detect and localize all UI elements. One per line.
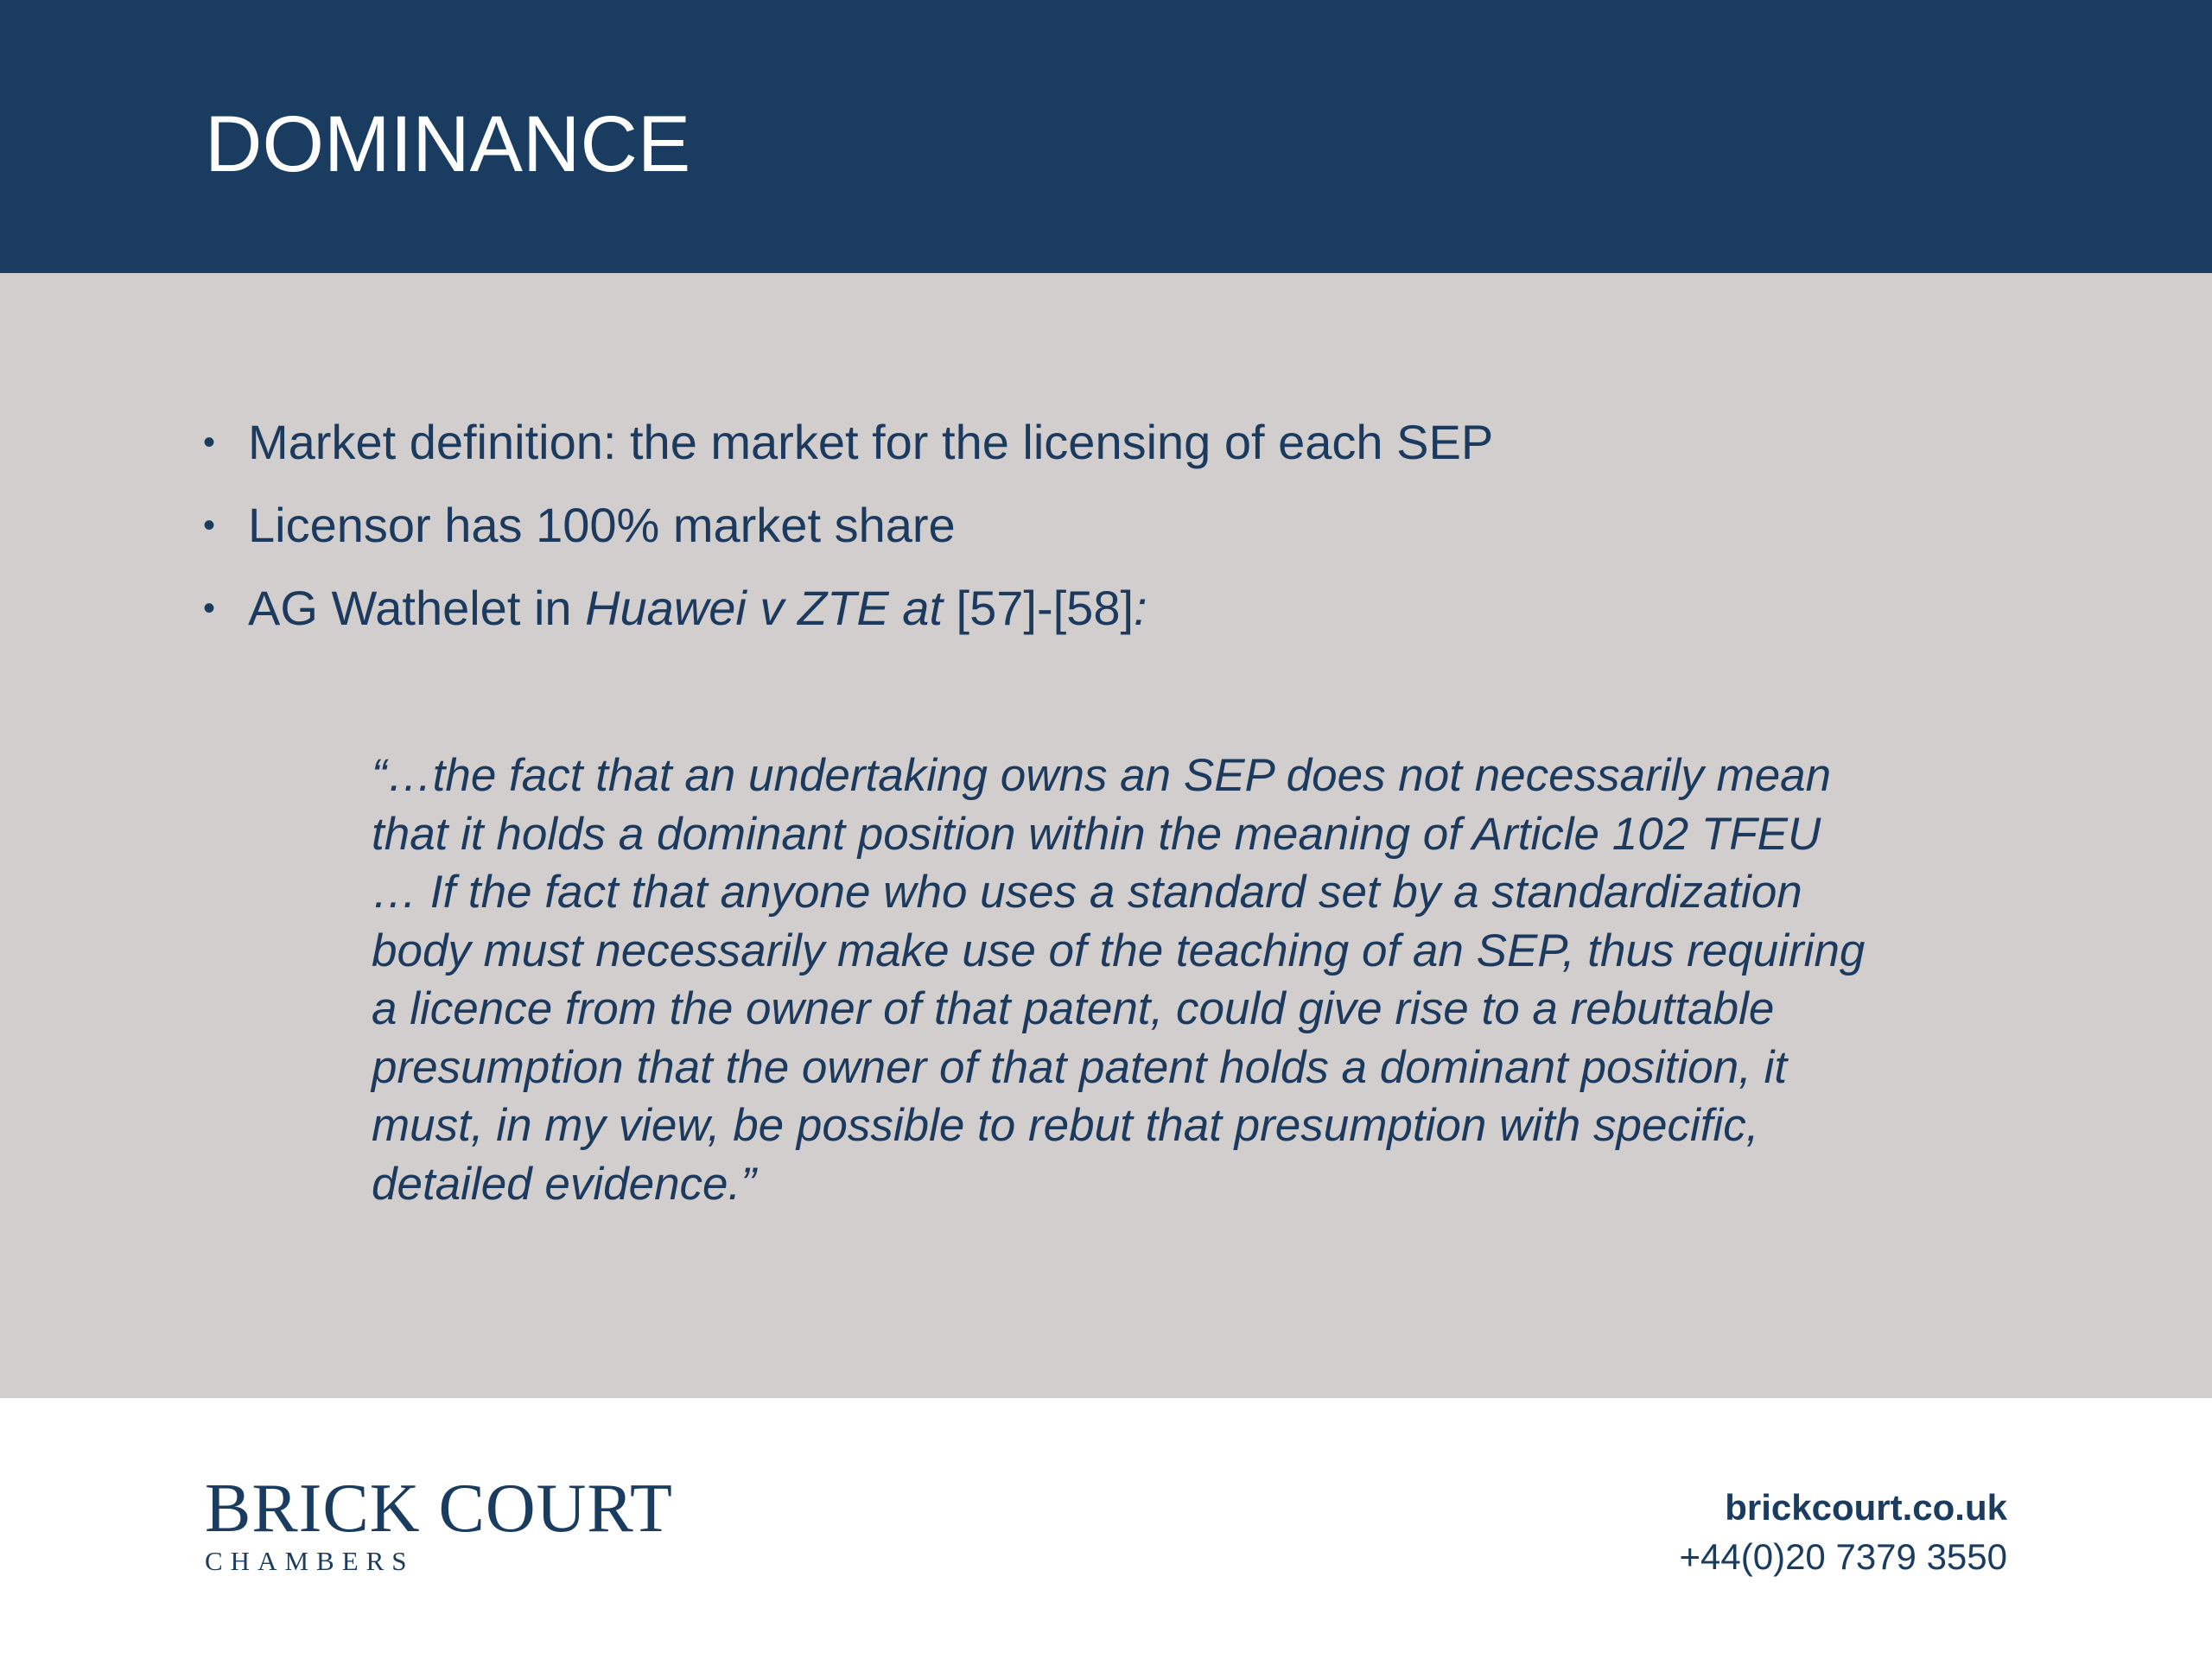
quote-line: … If the fact that anyone who uses a standard set by a standardization bbox=[372, 867, 1802, 918]
case-name: Huawei v ZTE at bbox=[585, 581, 943, 635]
brick-court-logo bbox=[205, 1471, 673, 1577]
logo-sub-text: CHAMBERS bbox=[205, 1546, 415, 1576]
quotation bbox=[372, 747, 2013, 1213]
phone-number: +44(0)20 7379 3550 bbox=[1679, 1536, 2007, 1577]
logo-main-text: BRICK COURT bbox=[205, 1471, 673, 1547]
quote-line: “…the fact that an undertaking owns an SEP does not necessarily mean bbox=[372, 750, 1832, 801]
quote-line: must, in my view, be possible to rebut that presumption with specific, bbox=[372, 1100, 1759, 1151]
slide-title: DOMINANCE bbox=[205, 100, 691, 188]
quote-line: that it holds a dominant position within the meaning of Article 102 TFEU bbox=[372, 808, 1821, 860]
header-bar bbox=[0, 0, 2212, 273]
bullet-colon: : bbox=[1134, 581, 1147, 635]
contact-info bbox=[1680, 1483, 2008, 1581]
bullet-marker: • bbox=[203, 589, 216, 627]
content-area bbox=[0, 273, 2212, 1398]
bullet-text-prefix: AG Wathelet in bbox=[248, 581, 586, 635]
quote-line: a licence from the owner of that patent, could give rise to a rebuttable bbox=[372, 983, 1775, 1034]
bullet-marker: • bbox=[203, 423, 216, 461]
paragraph-reference: [57]-[58] bbox=[943, 581, 1135, 635]
bullet-text: Licensor has 100% market share bbox=[248, 498, 956, 552]
quote-line: detailed evidence.” bbox=[372, 1158, 756, 1210]
bullet-marker: • bbox=[203, 506, 216, 544]
bullet-text bbox=[248, 578, 1147, 639]
quote-line: body must necessarily make use of the teaching of an SEP, thus requiring bbox=[372, 925, 1866, 976]
website-link[interactable]: brickcourt.co.uk bbox=[1725, 1487, 2007, 1528]
footer bbox=[0, 1398, 2212, 1659]
quote-line: presumption that the owner of that patent holds a dominant position, it bbox=[372, 1041, 1788, 1093]
bullet-text: Market definition: the market for the licensing of each SEP bbox=[248, 415, 1494, 469]
